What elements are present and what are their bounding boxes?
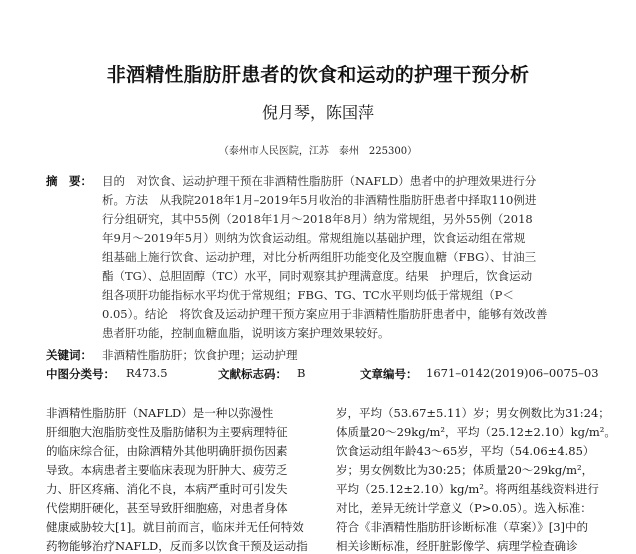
- clc-label: 中图分类号：: [46, 367, 115, 381]
- paper-title: 非酒精性脂肪肝患者的饮食和运动的护理干预分析: [106, 64, 530, 86]
- body-line: 力、肝区疼痛、消化不良，本病严重时可引发失: [46, 482, 288, 496]
- body-line: 符合《非酒精性脂肪肝诊断标准（草案）》[3]中的: [336, 520, 589, 534]
- body-line: 非酒精性脂肪肝（NAFLD）是一种以弥漫性: [46, 406, 274, 420]
- article-no-label: 文章编号：: [360, 367, 418, 381]
- abstract-line: 患者肝功能，控制血糖血脂，说明该方案护理效果较好。: [102, 326, 390, 340]
- body-line: 饮食运动组年龄43～65岁，平均（54.06±4.85）: [336, 444, 595, 458]
- abstract-line: 组基础上施行饮食、运动护理，对比分析两组肝功能变化及空腹血糖（FBG）、甘油三: [102, 250, 537, 264]
- abstract-line: 组各项肝功能指标水平均优于常规组；FBG、TG、TC水平则均低于常规组（P＜: [102, 288, 514, 302]
- doc-code-value: B: [297, 366, 306, 380]
- body-line: 岁；男女例数比为30:25；体质量20～29kg/m²，: [336, 463, 594, 477]
- body-line: 相关诊断标准，经肝脏影像学、病理学检查确诊: [336, 539, 578, 553]
- body-line: 代偿期肝硬化，甚至导致肝细胞癌，对患者身体: [46, 501, 288, 515]
- body-line: 的临床综合征，由除酒精外其他明确肝损伤因素: [46, 444, 288, 458]
- body-line: 平均（25.12±2.10）kg/m²。将两组基线资料进行: [336, 482, 599, 496]
- abstract-line: 行分组研究，其中55例（2018年1月～2018年8月）纳为常规组，另外55例（2018: [102, 212, 533, 226]
- body-line: 健康威胁较大[1]。就目前而言，临床并无任何特效: [46, 520, 304, 534]
- authors: 倪月琴，陈国萍: [261, 103, 374, 122]
- body-line: 肝细胞大泡脂肪变性及脂肪储积为主要病理特征: [46, 425, 288, 439]
- abstract-line: 酯（TG）、总胆固醇（TC）水平，同时观察其护理满意度。结果 护理后，饮食运动: [102, 269, 533, 283]
- article-no-value: 1671–0142(2019)06–0075–03: [426, 366, 599, 380]
- abstract-line: 析。方法 从我院2018年1月–2019年5月收治的非酒精性脂肪肝患者中择取110例进: [102, 193, 537, 207]
- body-line: 体质量20～29kg/m²，平均（25.12±2.10）kg/m²。: [336, 425, 616, 439]
- affiliation: （泰州市人民医院，江苏 泰州 225300）: [218, 146, 418, 157]
- abstract-line: 年9月～2019年5月）则纳为饮食运动组。常规组施以基础护理，饮食运动组在常规: [102, 231, 526, 245]
- abstract-line: 目的 对饮食、运动护理干预在非酒精性脂肪肝（NAFLD）患者中的护理效果进行分: [102, 174, 537, 188]
- keywords-label: 关键词：: [46, 348, 92, 362]
- abstract-label: 摘 要：: [46, 174, 92, 188]
- abstract-line: 0.05）。结论 将饮食及运动护理干预方案应用于非酒精性脂肪肝患者中，能够有效改善: [102, 307, 548, 321]
- keywords-text: 非酒精性脂肪肝；饮食护理；运动护理: [102, 348, 298, 362]
- body-line: 岁，平均（53.67±5.11）岁；男女例数比为31:24；: [336, 406, 610, 420]
- doc-code-label: 文献标志码：: [218, 367, 287, 381]
- clc-value: R473.5: [126, 366, 168, 380]
- body-line: 对比，差异无统计学意义（P>0.05）。选入标准：: [336, 501, 592, 515]
- body-line: 导致。本病患者主要临床表现为肝肿大、疲劳乏: [46, 463, 288, 477]
- body-line: 药物能够治疗NAFLD，反而多以饮食干预及运动指: [46, 539, 308, 553]
